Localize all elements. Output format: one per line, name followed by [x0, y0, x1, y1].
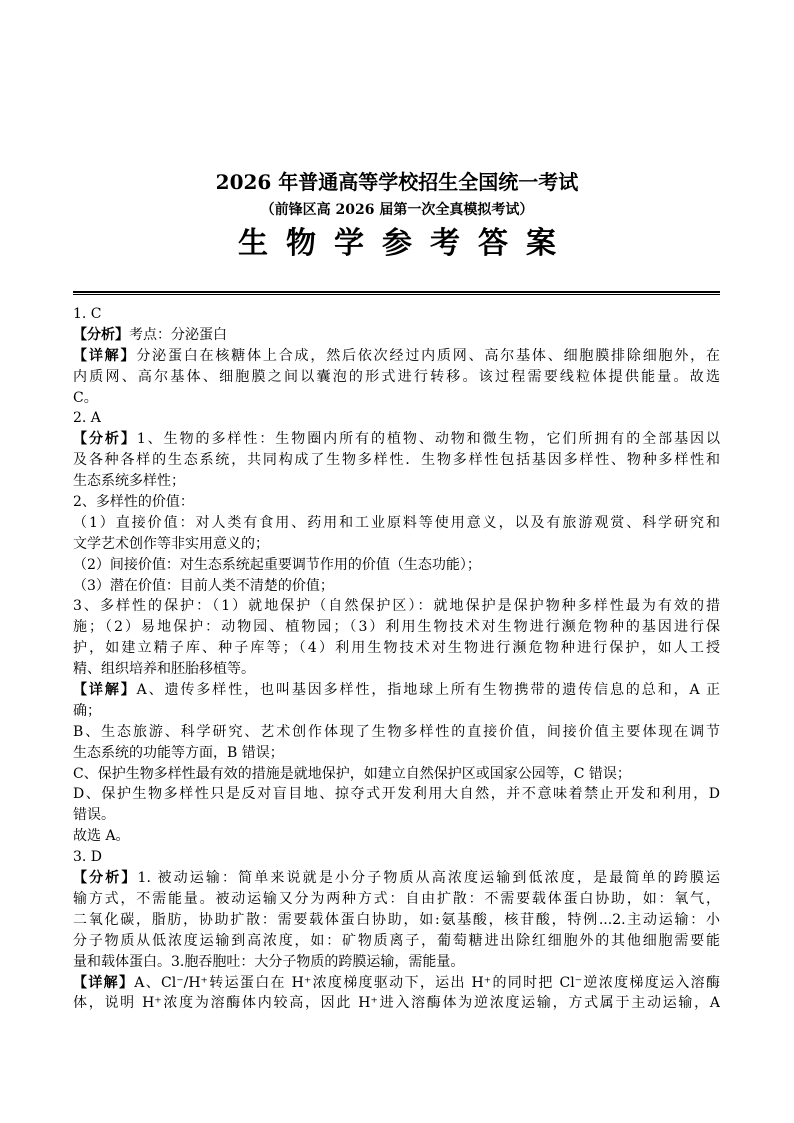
line-text: C、保护生物多样性最有效的措施是就地保护，如建立自然保护区或国家公园等，C 错误；	[73, 765, 631, 782]
line-text: 文学艺术创作等非实用意义的；	[73, 535, 269, 552]
line-text: 施；（2）易地保护：动物园、植物园；（3）利用生物技术对生物进行濒危物种的基因进行保	[73, 619, 720, 636]
line-text: 1. C	[73, 306, 102, 322]
text-line	[73, 805, 720, 826]
text-line	[73, 492, 720, 513]
answer-key-heading: 生物学参考答案	[238, 226, 574, 261]
text-line	[73, 325, 720, 346]
line-text: 分子物质从低浓度运输到高浓度，如：矿物质离子，葡萄糖进出除红细胞外的其他细胞需要能	[73, 932, 720, 949]
text-line	[73, 367, 720, 388]
text-line	[73, 931, 720, 952]
text-line	[73, 638, 720, 659]
line-text: A、Cl⁻/H⁺转运蛋白在 H⁺浓度梯度驱动下，运出 H⁺的同时把 Cl⁻逆浓度梯度运入溶酶	[134, 974, 720, 991]
text-line	[73, 764, 720, 785]
header-divider	[73, 291, 720, 295]
line-text: 2. A	[73, 410, 101, 427]
text-line	[73, 784, 720, 805]
line-text: 2、多样性的价值：	[73, 494, 194, 511]
line-text: 及各种各样的生态系统，共同构成了生物多样性．生物多样性包括基因多样性、物种多样性和	[73, 452, 720, 469]
exam-title: 2026 年普通高等学校招生全国统一考试	[215, 170, 579, 194]
text-line	[73, 450, 720, 471]
text-line	[73, 576, 720, 597]
text-line	[73, 471, 720, 492]
section-label: 【详解】	[73, 974, 135, 991]
text-line	[73, 388, 720, 409]
section-label: 【详解】	[73, 347, 137, 364]
line-text: 内质网、高尔基体、细胞膜之间以囊泡的形式进行转移。该过程需要线粒体提供能量。故选	[73, 368, 720, 385]
line-text: 故选 A。	[73, 828, 130, 845]
line-text: 考点：分泌蛋白	[129, 326, 227, 343]
text-line	[73, 952, 720, 973]
line-text: 体，说明 H⁺浓度为溶酶体内较高，因此 H⁺进入溶酶体为逆浓度运输，方式属于主动运输，A	[73, 995, 720, 1012]
line-text: 输方式，不需能量。被动运输又分为两种方式：自由扩散：不需要载体蛋白协助，如：氧气，	[73, 890, 720, 907]
text-line	[73, 701, 720, 722]
line-text: （2）间接价值：对生态系统起重要调节作用的价值（生态功能）；	[73, 556, 481, 573]
section-label: 【分析】	[73, 326, 129, 343]
text-line	[73, 889, 720, 910]
text-line	[73, 680, 720, 701]
text-line	[73, 722, 720, 743]
text-line	[73, 826, 720, 847]
text-line	[73, 617, 720, 638]
line-text: 1、生物的多样性：生物圈内所有的植物、动物和微生物，它们所拥有的全部基因以	[136, 431, 720, 448]
line-text: 确；	[73, 702, 101, 719]
text-line	[73, 743, 720, 764]
line-text: 二氧化碳，脂肪，协助扩散：需要载体蛋白协助，如:氨基酸，核苷酸，特例...2.主动运输：小	[73, 911, 720, 928]
text-line	[73, 534, 720, 555]
line-text: 精、组织培养和胚胎移植等。	[73, 661, 255, 678]
line-text: 量和载体蛋白。3.胞吞胞吐：大分子物质的跨膜运输，需能量。	[73, 953, 465, 970]
line-text: A、遗传多样性，也叫基因多样性，指地球上所有生物携带的遗传信息的总和，A 正	[136, 682, 720, 699]
line-text: D、保护生物多样性只是反对盲目地、掠夺式开发利用大自然，并不意味着禁止开发和利用，D	[73, 786, 720, 803]
line-text: （3）潜在价值：目前人类不清楚的价值；	[73, 577, 334, 594]
line-text: 生态系统的功能等方面，B 错误；	[73, 744, 284, 761]
section-label: 【分析】	[73, 431, 137, 448]
text-line	[73, 513, 720, 534]
line-text: 1. 被动运输：简单来说就是小分子物质从高浓度运输到低浓度，是最简单的跨膜运	[137, 870, 720, 887]
line-text: 3. D	[73, 849, 103, 866]
text-line	[73, 993, 720, 1014]
text-line	[73, 973, 720, 994]
text-line	[73, 596, 720, 617]
text-line	[73, 304, 720, 325]
line-text: B、生态旅游、科学研究、艺术创作体现了生物多样性的直接价值，间接价值主要体现在调节	[73, 723, 720, 740]
text-line	[73, 847, 720, 868]
line-text: 3、多样性的保护：（1）就地保护（自然保护区）：就地保护是保护物种多样性最为有效的措	[73, 598, 720, 615]
line-text: （1）直接价值：对人类有食用、药用和工业原料等使用意义，以及有旅游观赏、科学研究和	[73, 514, 720, 531]
text-line	[73, 408, 720, 429]
line-text: 生态系统多样性；	[73, 473, 185, 490]
exam-subtitle: （前锋区高 2026 届第一次全真模拟考试）	[260, 202, 534, 218]
text-line	[73, 868, 720, 889]
section-label: 【详解】	[73, 682, 137, 699]
line-text: 护，如建立精子库、种子库等；（4）利用生物技术对生物进行濒危物种进行保护，如人工授	[73, 640, 720, 657]
answer-content	[73, 304, 720, 1014]
line-text: C。	[73, 389, 98, 406]
text-line	[73, 659, 720, 680]
text-line	[73, 346, 720, 367]
section-label: 【分析】	[73, 870, 138, 887]
line-text: 错误。	[73, 807, 115, 824]
text-line	[73, 555, 720, 576]
line-text: 分泌蛋白在核糖体上合成，然后依次经过内质网、高尔基体、细胞膜排除细胞外，在	[136, 347, 720, 364]
text-line	[73, 429, 720, 450]
text-line	[73, 910, 720, 931]
